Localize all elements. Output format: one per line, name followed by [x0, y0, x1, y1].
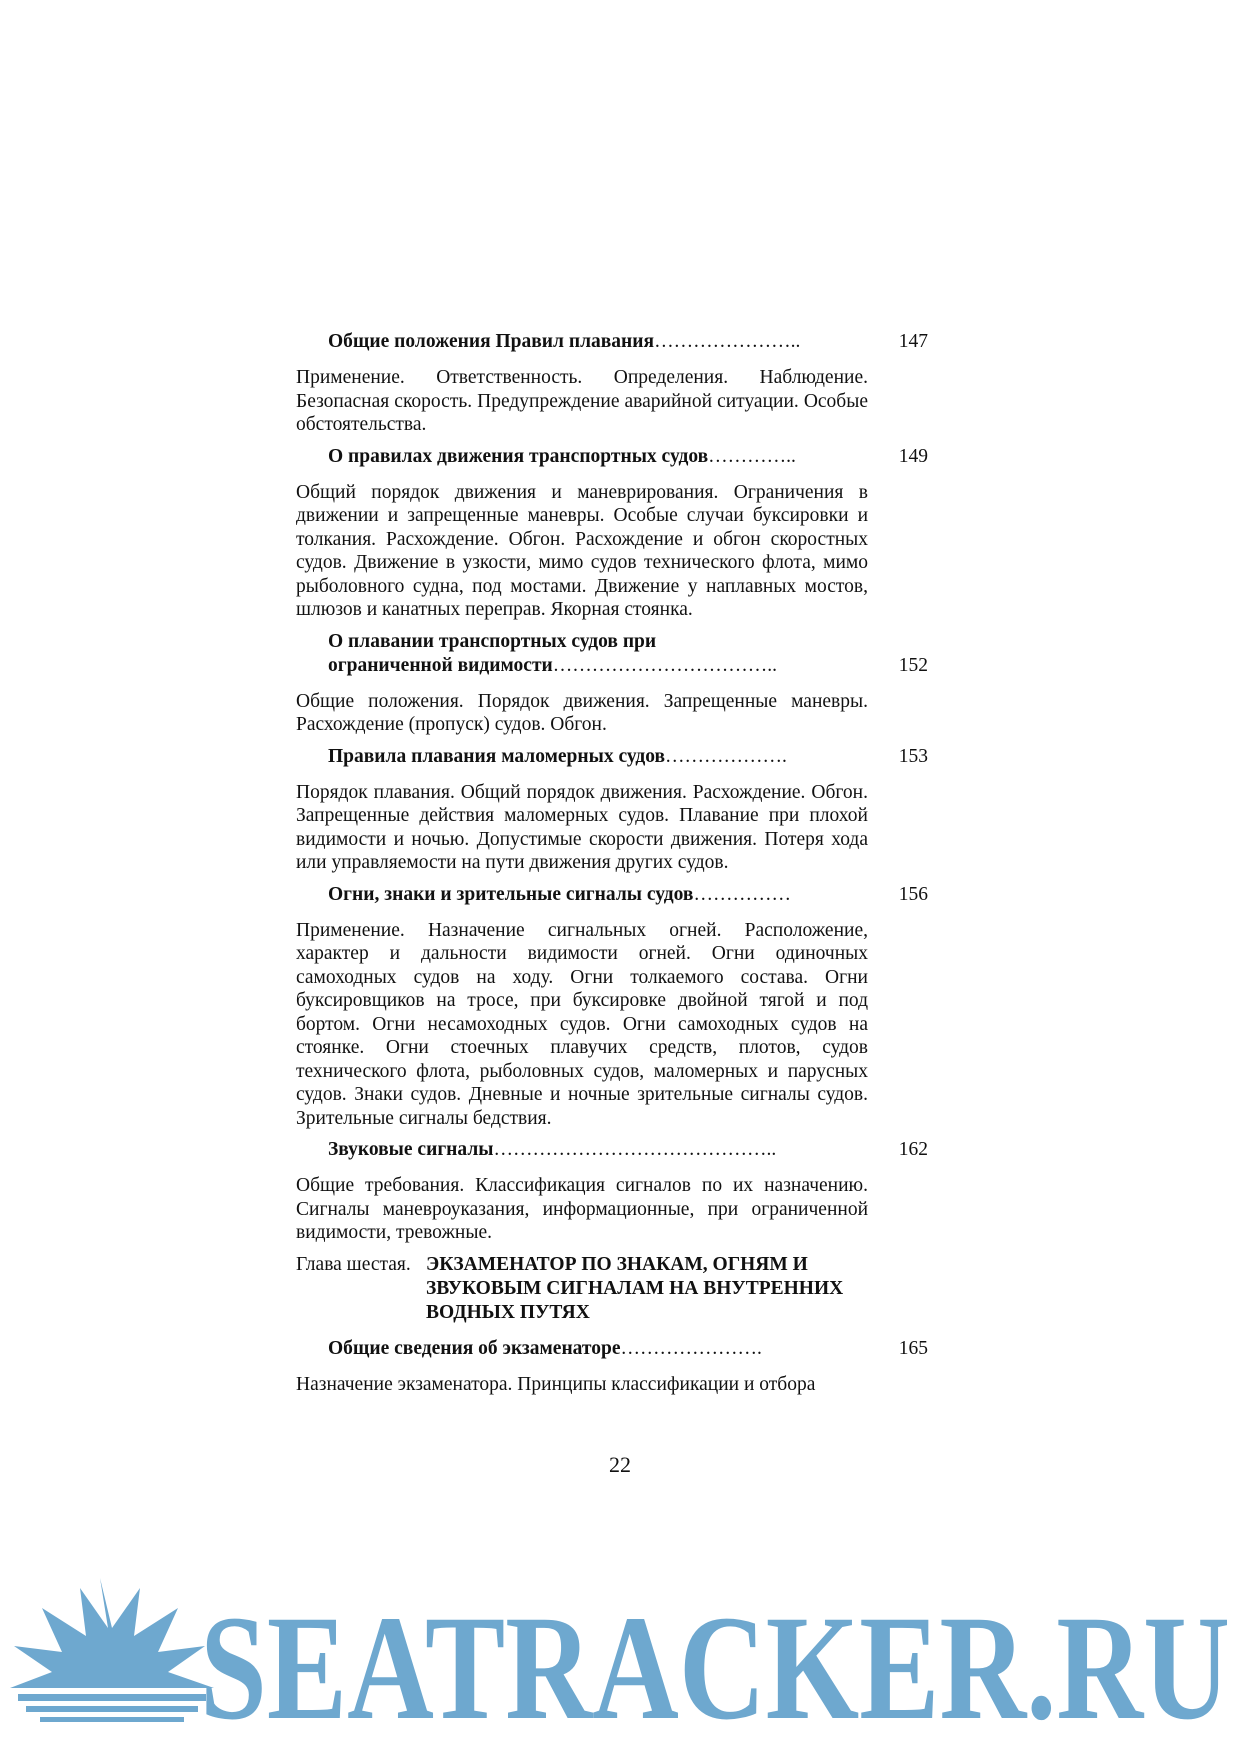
- toc-leader: ……………….: [665, 745, 787, 767]
- watermark-text: SEATRACKER.RU: [200, 1585, 1230, 1728]
- toc-entry-title: Правила плавания маломерных судов: [328, 745, 666, 767]
- toc-leader: ……………: [693, 883, 791, 905]
- toc-page-number: 165: [898, 1337, 928, 1359]
- chapter-prefix: Глава шестая.: [296, 1253, 411, 1275]
- toc-leader: …………..: [708, 445, 796, 467]
- toc-entry-description: Общий порядок движения и маневрирования. Ограничения в движении и запрещенные маневры. Особые случаи буксировки и толкания. Расхождение. Обгон. Расхождение и обгон скоростных судов. Движение в узкости, мимо судов технического флота, мимо рыболовного судна, под мостами. Движение у наплавных мостов, шлюзов и канатных переправ. Якорная стоянка.: [296, 481, 868, 620]
- toc-entry-heading[interactable]: [296, 445, 936, 469]
- toc-entry-heading[interactable]: [296, 1337, 936, 1361]
- toc-entry: [296, 630, 936, 737]
- toc-entry: [296, 1138, 936, 1245]
- toc-entry-description: Порядок плавания. Общий порядок движения. Расхождение. Обгон. Запрещенные действия маломерных судов. Плавание при плохой видимости и ночью. Допустимые скорости движения. Потеря хода или управляемости на пути движения других судов.: [296, 781, 868, 873]
- toc-entry: [296, 330, 936, 437]
- toc-entry: [296, 1337, 936, 1397]
- toc-entry-title: Общие положения Правил плавания: [328, 331, 655, 352]
- toc-entry: [296, 745, 936, 875]
- toc-leader: ……………………………..: [552, 654, 778, 676]
- toc-page-number: 153: [898, 745, 928, 767]
- toc-page-number: 162: [898, 1139, 928, 1160]
- toc-entry-description: Общие требования. Классификация сигналов по их назначению. Сигналы маневроуказания, информационные, при ограниченной видимости, тревожные.: [296, 1175, 868, 1243]
- toc-entry-description: Применение. Ответственность. Определения. Наблюдение. Безопасная скорость. Предупреждение аварийной ситуации. Особые обстоятельства.: [296, 367, 868, 435]
- toc-page-number: 149: [898, 445, 928, 467]
- sun-logo-icon: [10, 1578, 214, 1722]
- toc-entry-title: Звуковые сигналы: [328, 1139, 494, 1160]
- toc-entry-title: Общие сведения об экзаменаторе: [328, 1337, 621, 1359]
- toc-entry-title: О правилах движения транспортных судов: [328, 445, 709, 467]
- toc-entry-heading[interactable]: [296, 1138, 936, 1162]
- toc-entry-heading[interactable]: [296, 883, 936, 907]
- toc-leader: ………………….: [620, 1337, 762, 1359]
- chapter-heading[interactable]: [296, 1253, 936, 1325]
- page-number: 22: [609, 1452, 631, 1477]
- toc-entry-heading[interactable]: [296, 330, 936, 354]
- toc-entry: [296, 445, 936, 622]
- toc-entry: [296, 883, 936, 1131]
- toc-entry-title-line1: О плавании транспортных судов при: [328, 630, 657, 652]
- toc-leader: ……………………………………..: [493, 1139, 777, 1160]
- toc-entry-title: Огни, знаки и зрительные сигналы судов: [328, 883, 694, 905]
- toc-page-number: 152: [898, 654, 928, 676]
- chapter-title: ЭКЗАМЕНАТОР ПО ЗНАКАМ, ОГНЯМ И ЗВУКОВЫМ СИГНАЛАМ НА ВНУТРЕННИХ ВОДНЫХ ПУТЯХ: [426, 1253, 844, 1323]
- watermark: [0, 1568, 1240, 1728]
- toc-leader: …………………..: [654, 331, 801, 352]
- toc-page-number: 147: [898, 331, 928, 352]
- toc-entry-description: Применение. Назначение сигнальных огней. Расположение, характер и дальности видимости огней. Огни одиночных самоходных судов на ходу. Огни толкаемого состава. Огни буксировщиков на тросе, при буксировке двойной тягой и под бортом. Огни несамоходных судов. Огни самоходных судов на стоянке. Огни стоечных плавучих средств, плотов, судов технического флота, рыболовных судов, маломерных и парусных судов. Знаки судов. Дневные и ночные зрительные сигналы судов. Зрительные сигналы бедствия.: [296, 919, 868, 1129]
- toc-entry-description: Общие положения. Порядок движения. Запрещенные маневры. Расхождение (пропуск) судов. Обгон.: [296, 690, 868, 735]
- toc-entry-heading[interactable]: [296, 745, 936, 769]
- toc-entry-description: Назначение экзаменатора. Принципы классификации и отбора: [296, 1373, 816, 1395]
- toc-entry-title-line2: ограниченной видимости: [328, 654, 553, 676]
- toc-page-number: 156: [898, 883, 928, 905]
- toc-entry-heading[interactable]: [296, 630, 936, 678]
- table-of-contents: [296, 330, 936, 1404]
